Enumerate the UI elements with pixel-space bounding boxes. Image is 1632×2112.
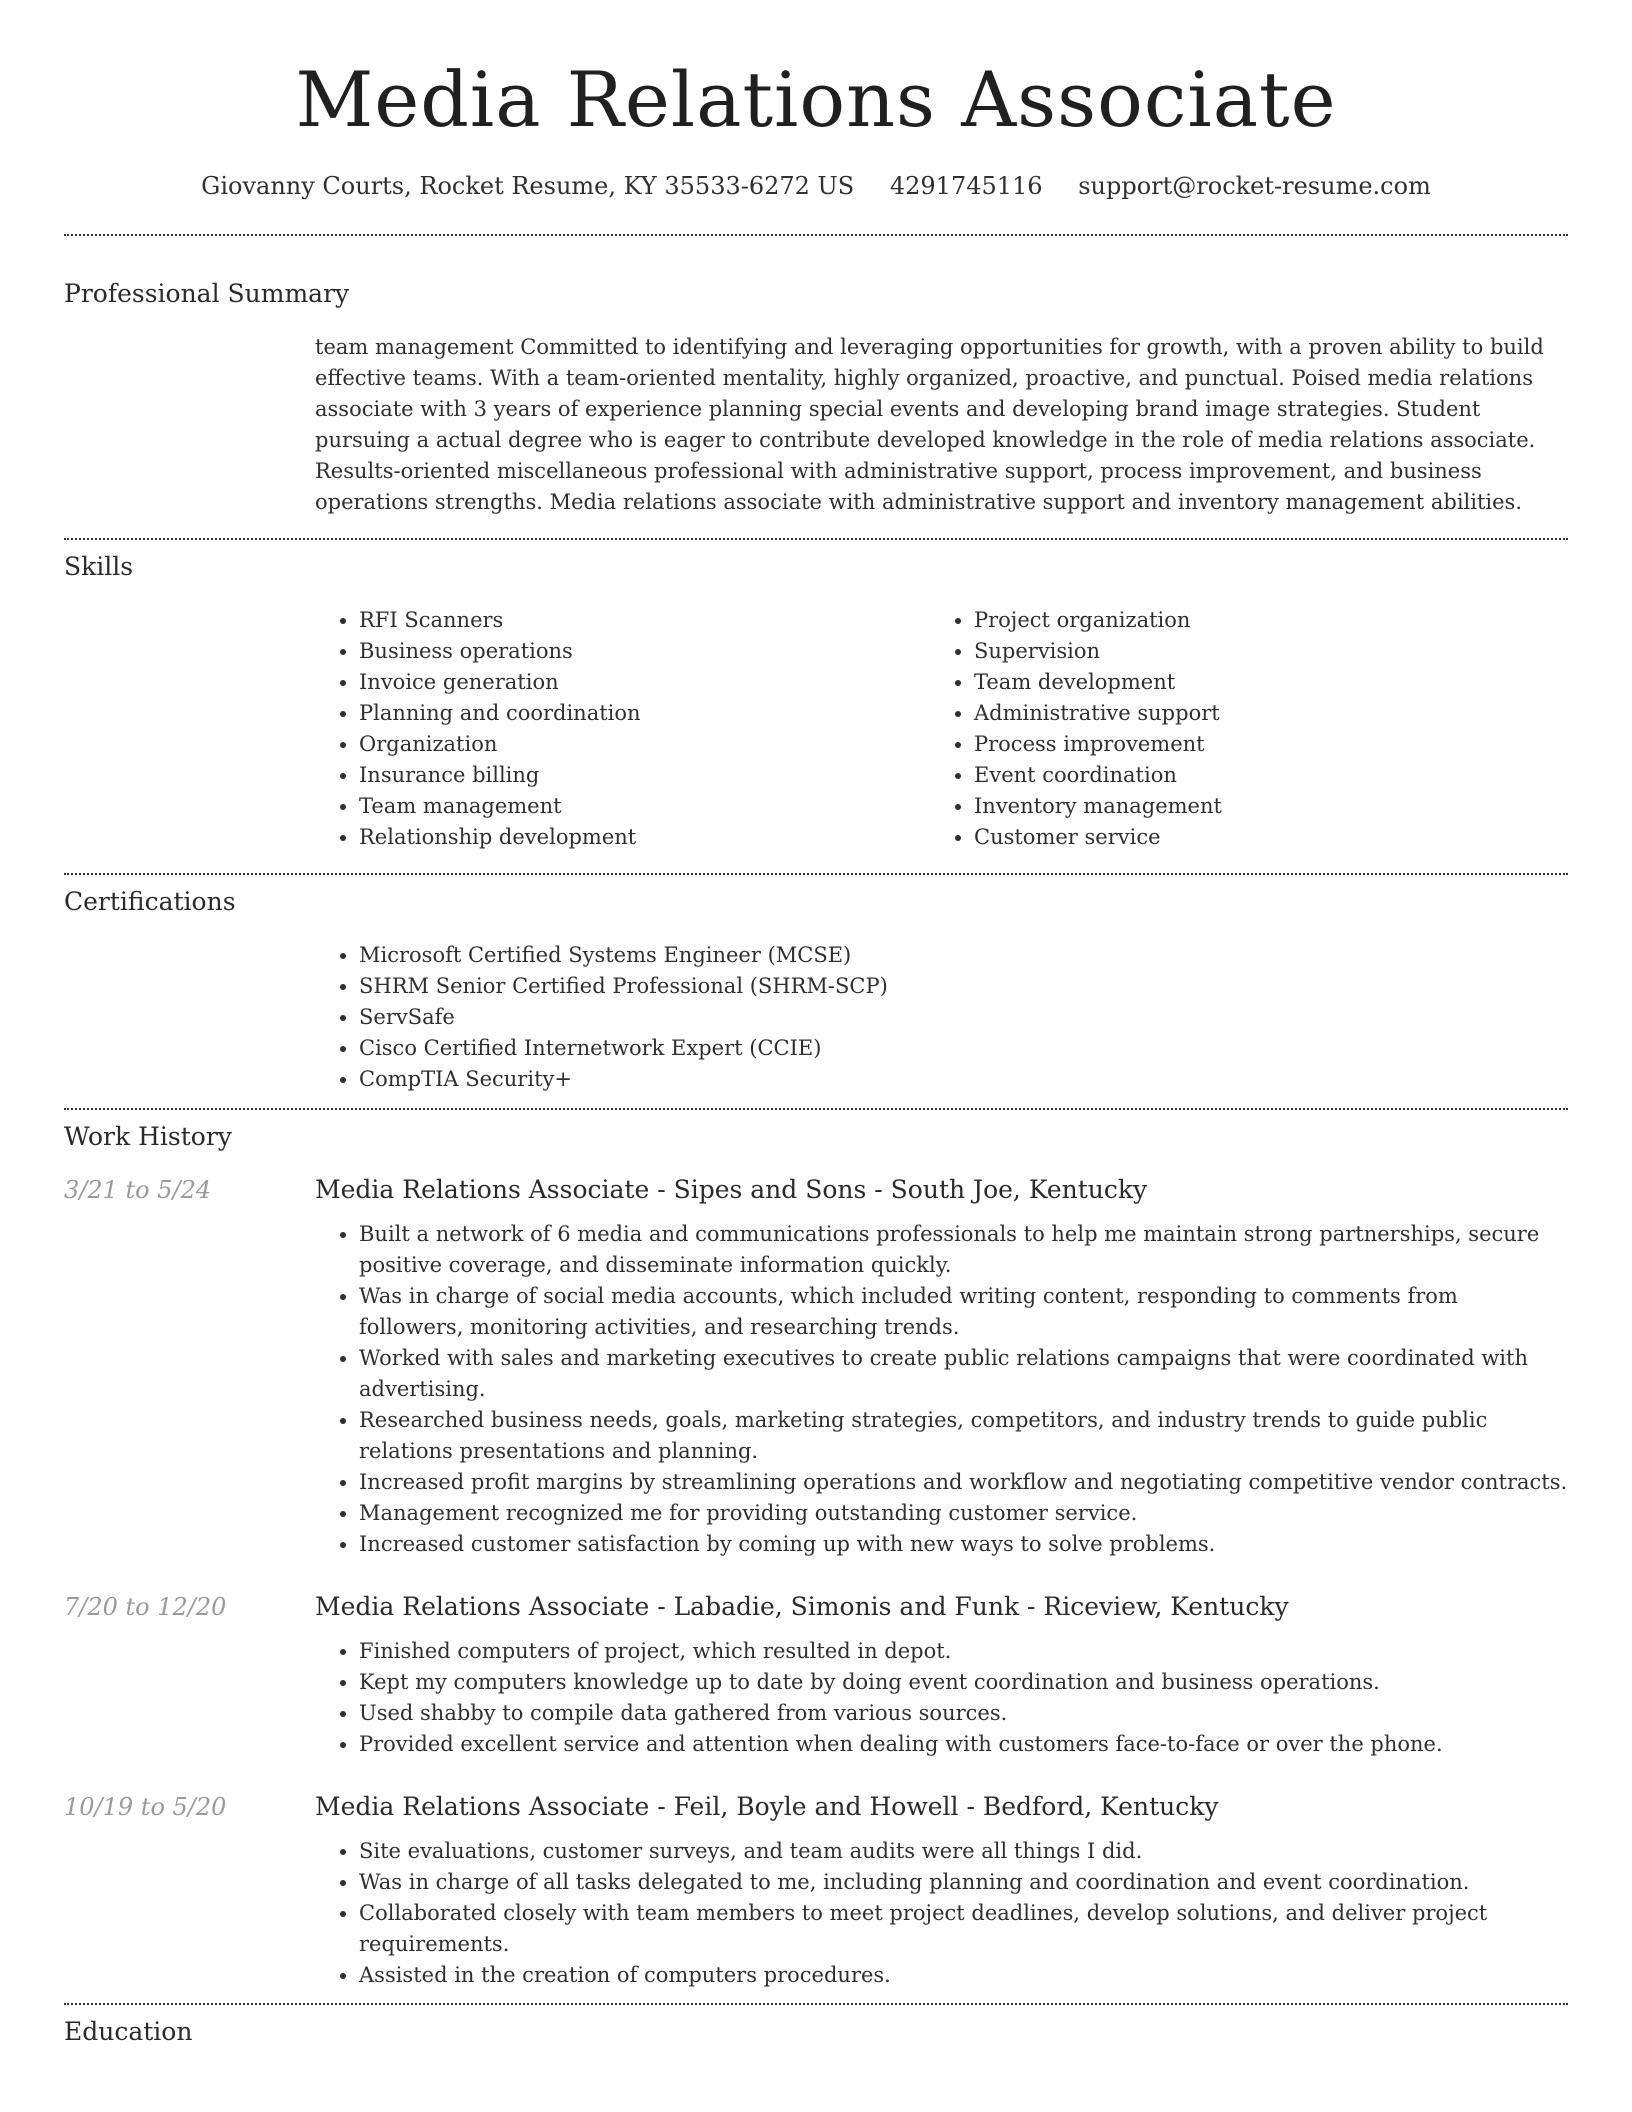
skill-item: • RFI Scanners xyxy=(359,605,930,636)
skill-item: • Relationship development xyxy=(359,822,930,853)
job-dates: 3/21 to 5/24 xyxy=(64,1176,212,1204)
job-bullet: • Provided excellent service and attention when dealing with customers face-to-face or over the phone. xyxy=(359,1729,1568,1760)
job-bullet-list xyxy=(315,1836,1568,1991)
skill-item: • Team development xyxy=(974,667,1530,698)
job-entry xyxy=(64,1173,1568,1560)
job-bullet: • Increased profit margins by streamlining operations and workflow and negotiating competitive vendor contracts. xyxy=(359,1467,1568,1498)
resume-page xyxy=(64,0,1568,2048)
header-divider xyxy=(64,234,1568,236)
skill-item: • Planning and coordination xyxy=(359,698,930,729)
job-bullet-list xyxy=(315,1219,1568,1560)
certifications-list xyxy=(315,940,1568,1095)
contact-phone: 4291745116 xyxy=(889,172,1043,200)
job-title: Media Relations Associate - Feil, Boyle and Howell - Bedford, Kentucky xyxy=(315,1792,1219,1821)
job-entry xyxy=(64,1790,1568,1991)
skill-item: • Insurance billing xyxy=(359,760,930,791)
summary-text: team management Committed to identifying and leveraging opportunities for growth, with a proven ability to build effective teams. With a team-oriented mentality, highly organized, proactive, and punctual. Poised media relations associate with 3 years of experience planning special events and developing brand image strategies. Student pursuing a actual degree who is eager to contribute developed knowledge in the role of media relations associate. Results-oriented miscellaneous professional with administrative support, process improvement, and business operations strengths. Media relations associate with administrative support and inventory management abilities. xyxy=(315,335,1544,514)
job-bullet: • Used shabby to compile data gathered from various sources. xyxy=(359,1698,1568,1729)
skill-item: • Supervision xyxy=(974,636,1530,667)
contact-address: Giovanny Courts, Rocket Resume, KY 35533-6272 US xyxy=(201,172,855,200)
job-bullet: • Built a network of 6 media and communications professionals to help me maintain strong partnerships, secure positive coverage, and disseminate information quickly. xyxy=(359,1219,1568,1281)
job-bullet: • Collaborated closely with team members to meet project deadlines, develop solutions, and deliver project requirements. xyxy=(359,1898,1568,1960)
job-bullet: • Finished computers of project, which resulted in depot. xyxy=(359,1636,1568,1667)
job-bullet: • Assisted in the creation of computers procedures. xyxy=(359,1960,1568,1991)
skill-item: • Inventory management xyxy=(974,791,1530,822)
job-dates: 7/20 to 12/20 xyxy=(64,1593,227,1621)
job-bullet-list xyxy=(315,1636,1568,1760)
candidate-name: Media Relations Associate xyxy=(295,55,1337,144)
certifications-items xyxy=(315,940,1568,1095)
summary-divider xyxy=(64,538,1568,540)
skill-item: • Invoice generation xyxy=(359,667,930,698)
job-header xyxy=(64,1790,1568,1824)
skill-item: • Event coordination xyxy=(974,760,1530,791)
certification-item: • Microsoft Certified Systems Engineer (MCSE) xyxy=(359,940,1568,971)
work-history-heading: Work History xyxy=(64,1122,232,1151)
job-bullet: • Was in charge of social media accounts, which included writing content, responding to comments from followers, monitoring activities, and researching trends. xyxy=(359,1281,1568,1343)
certifications-heading: Certifications xyxy=(64,887,236,916)
skills-column-right xyxy=(930,605,1530,853)
job-bullet: • Management recognized me for providing outstanding customer service. xyxy=(359,1498,1568,1529)
certification-item: • ServSafe xyxy=(359,1002,1568,1033)
job-bullets xyxy=(315,1636,1568,1760)
contact-email: support@rocket-resume.com xyxy=(1078,172,1431,200)
job-bullet: • Worked with sales and marketing executives to create public relations campaigns that were coordinated with advertising. xyxy=(359,1343,1568,1405)
skills-divider xyxy=(64,873,1568,875)
education-heading: Education xyxy=(64,2017,193,2046)
skill-item: • Organization xyxy=(359,729,930,760)
contact-line xyxy=(64,170,1568,202)
skill-item: • Project organization xyxy=(974,605,1530,636)
skill-item: • Process improvement xyxy=(974,729,1530,760)
certifications-divider xyxy=(64,1108,1568,1110)
job-title: Media Relations Associate - Labadie, Simonis and Funk - Riceview, Kentucky xyxy=(315,1592,1289,1621)
job-entry xyxy=(64,1590,1568,1760)
certification-item: • CompTIA Security+ xyxy=(359,1064,1568,1095)
job-bullets xyxy=(315,1836,1568,1991)
job-header xyxy=(64,1173,1568,1207)
skill-item: • Team management xyxy=(359,791,930,822)
skills-column-left xyxy=(315,605,930,853)
skills-heading: Skills xyxy=(64,552,134,581)
skill-item: • Administrative support xyxy=(974,698,1530,729)
work-history-jobs xyxy=(64,1173,1568,1991)
job-header xyxy=(64,1590,1568,1624)
skill-item: • Business operations xyxy=(359,636,930,667)
certification-item: • Cisco Certified Internetwork Expert (CCIE) xyxy=(359,1033,1568,1064)
skill-item: • Customer service xyxy=(974,822,1530,853)
job-bullet: • Kept my computers knowledge up to date by doing event coordination and business operations. xyxy=(359,1667,1568,1698)
job-bullet: • Was in charge of all tasks delegated to me, including planning and coordination and event coordination. xyxy=(359,1867,1568,1898)
job-bullet: • Increased customer satisfaction by coming up with new ways to solve problems. xyxy=(359,1529,1568,1560)
summary-heading: Professional Summary xyxy=(64,279,350,308)
skills-list xyxy=(315,605,1568,853)
job-bullet: • Researched business needs, goals, marketing strategies, competitors, and industry trends to guide public relations presentations and planning. xyxy=(359,1405,1568,1467)
job-bullet: • Site evaluations, customer surveys, and team audits were all things I did. xyxy=(359,1836,1568,1867)
certification-item: • SHRM Senior Certified Professional (SHRM-SCP) xyxy=(359,971,1568,1002)
job-bullets xyxy=(315,1219,1568,1560)
job-dates: 10/19 to 5/20 xyxy=(64,1793,227,1821)
work-history-divider xyxy=(64,2003,1568,2005)
job-title: Media Relations Associate - Sipes and Sons - South Joe, Kentucky xyxy=(315,1175,1148,1204)
